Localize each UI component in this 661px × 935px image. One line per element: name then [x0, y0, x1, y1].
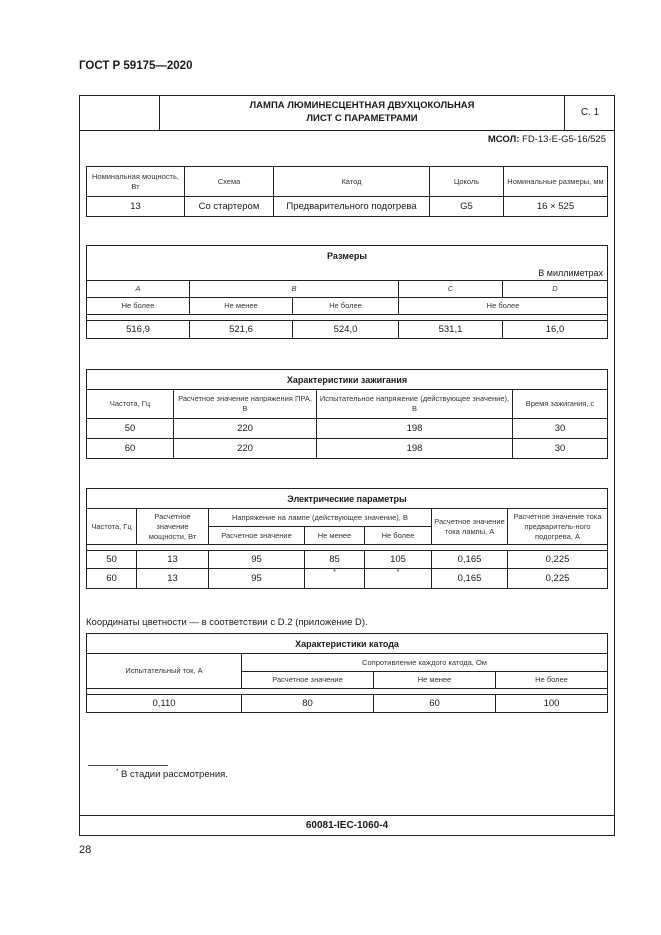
cathode-header-min: Не менее	[374, 672, 496, 689]
ignition-cell: 60	[87, 439, 174, 459]
dimension-limit: Не менее	[190, 298, 293, 315]
electrical-table	[86, 488, 608, 589]
electrical-cell: 95	[209, 569, 305, 589]
page-number: 28	[79, 844, 92, 856]
general-cell: 16 × 525	[504, 197, 608, 217]
dimension-letter: B	[190, 281, 399, 298]
ignition-cell: 30	[513, 419, 608, 439]
electrical-cell: 105	[365, 551, 432, 569]
general-cell: Предварительного подогрева	[274, 197, 430, 217]
general-header: Схема	[185, 167, 274, 197]
dimensions-units: В миллиметрах	[87, 266, 608, 281]
ignition-header: Время зажигания, с	[513, 390, 608, 419]
dimensions-table	[86, 245, 608, 339]
ignition-header: Частота, Гц	[87, 390, 174, 419]
electrical-cell: 13	[137, 551, 209, 569]
sheet-number: С. 1	[565, 95, 615, 131]
electrical-header-preheat: Расчетное значение тока предваритель-ного подогрева, А	[508, 509, 608, 545]
electrical-header-current: Расчетное значение тока лампы, А	[432, 509, 508, 545]
electrical-title: Электрические параметры	[87, 489, 608, 509]
cathode-table	[86, 633, 608, 713]
footnote-mark: *	[116, 769, 119, 775]
cathode-header-max: Не более	[496, 672, 608, 689]
general-header: Номинальные размеры, мм	[504, 167, 608, 197]
cathode-header-resistance: Сопротивление каждого катода, Ом	[242, 654, 608, 672]
ignition-header: Расчетное значение напряжения ПРА, В	[174, 390, 317, 419]
ignition-cell: 198	[317, 419, 513, 439]
electrical-cell: 60	[87, 569, 137, 589]
general-cell: Со стартером	[185, 197, 274, 217]
dimension-value: 531,1	[399, 321, 503, 339]
title-line-1: ЛАМПА ЛЮМИНЕСЦЕНТНАЯ ДВУХЦОКОЛЬНАЯ	[249, 100, 475, 111]
electrical-cell: 50	[87, 551, 137, 569]
electrical-cell: 0,225	[508, 551, 608, 569]
ignition-cell: 220	[174, 419, 317, 439]
footnote-separator	[88, 765, 168, 766]
electrical-cell: 0,225	[508, 569, 608, 589]
electrical-header-frequency: Частота, Гц	[87, 509, 137, 545]
ignition-cell: 30	[513, 439, 608, 459]
sheet-title	[159, 95, 565, 131]
general-cell: G5	[430, 197, 504, 217]
electrical-cell-footnote: *	[305, 569, 365, 589]
dimension-letter: D	[503, 281, 608, 298]
dimension-value: 516,9	[87, 321, 190, 339]
electrical-cell: 85	[305, 551, 365, 569]
dimension-value: 524,0	[293, 321, 399, 339]
electrical-cell: 13	[137, 569, 209, 589]
ignition-cell: 220	[174, 439, 317, 459]
electrical-header-voltage: Напряжение на лампе (действующее значение), В	[209, 509, 432, 527]
electrical-cell: 95	[209, 551, 305, 569]
msol-code	[488, 134, 606, 145]
ignition-table	[86, 369, 608, 459]
ignition-cell: 50	[87, 419, 174, 439]
cathode-cell: 80	[242, 695, 374, 713]
footer-divider	[79, 815, 615, 816]
footer-code: 60081-IEC-1060-4	[305, 820, 389, 831]
electrical-header-min: Не менее	[305, 527, 365, 545]
dimension-value: 521,6	[190, 321, 293, 339]
cathode-cell: 100	[496, 695, 608, 713]
ignition-title: Характеристики зажигания	[87, 370, 608, 390]
ignition-cell: 198	[317, 439, 513, 459]
footnote	[116, 769, 228, 780]
cathode-header-calc: Расчетное значение	[242, 672, 374, 689]
electrical-cell: 0,165	[432, 551, 508, 569]
cathode-title: Характеристики катода	[87, 634, 608, 654]
dimension-limit: Не более	[399, 298, 608, 315]
dimension-letter: C	[399, 281, 503, 298]
dimension-letter: A	[87, 281, 190, 298]
dimension-limit: Не более	[87, 298, 190, 315]
electrical-header-max: Не более	[365, 527, 432, 545]
dimensions-title: Размеры	[87, 246, 608, 266]
msol-value: FD-13-E-G5-16/525	[522, 134, 606, 145]
title-line-2: ЛИСТ С ПАРАМЕТРАМИ	[306, 113, 418, 124]
general-cell: 13	[87, 197, 185, 217]
msol-label: МСОЛ:	[487, 134, 520, 145]
electrical-cell: 0,165	[432, 569, 508, 589]
general-header: Катод	[274, 167, 430, 197]
ignition-header: Испытательное напряжение (действующее значение), В	[317, 390, 513, 419]
cathode-cell: 0,110	[87, 695, 242, 713]
dimension-limit: Не более	[293, 298, 399, 315]
electrical-header-calc: Расчетное значение	[209, 527, 305, 545]
chromaticity-note: Координаты цветности — в соответствии с D.2 (приложение D).	[86, 617, 368, 628]
cathode-header-test-current: Испытательный ток, А	[87, 654, 242, 689]
general-header: Номинальная мощность, Вт	[87, 167, 185, 197]
electrical-cell-footnote: *	[365, 569, 432, 589]
title-left-cell	[79, 95, 159, 131]
general-header: Цоколь	[430, 167, 504, 197]
electrical-header-power: Расчетное значение мощности, Вт	[137, 509, 209, 545]
cathode-cell: 60	[374, 695, 496, 713]
dimension-value: 16,0	[503, 321, 608, 339]
standard-designation: ГОСТ Р 59175—2020	[79, 60, 193, 72]
general-table	[86, 166, 608, 217]
footnote-text: В стадии рассмотрения.	[120, 769, 228, 781]
